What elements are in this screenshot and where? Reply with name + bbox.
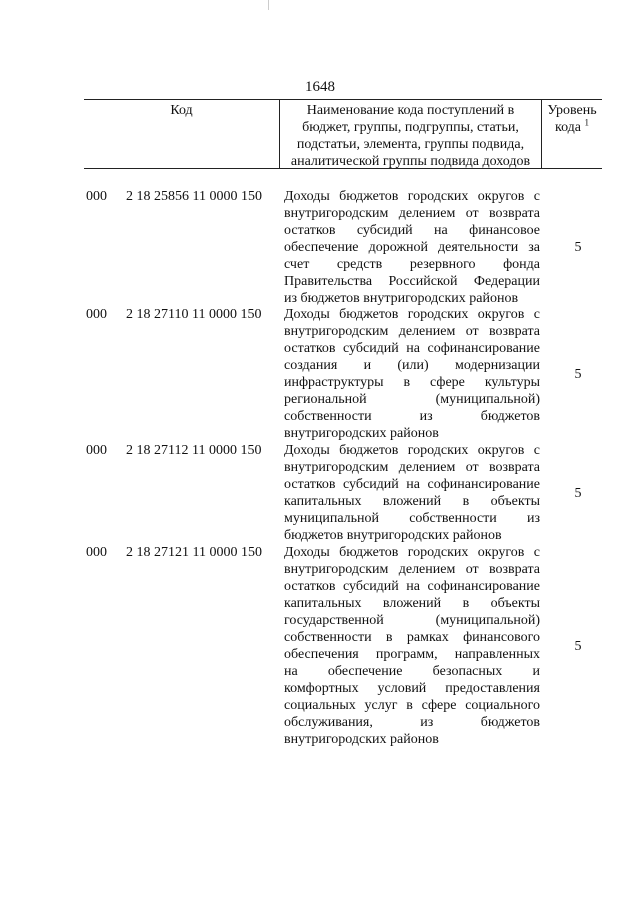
row-name-line: остатков субсидий на софинансирование [284, 579, 540, 594]
row-name-line: инфраструктуры в сфере культуры [284, 375, 540, 390]
row-name-line: на обеспечение безопасных и [284, 664, 540, 679]
row-name-line: создания и (или) модернизации [284, 358, 540, 373]
header-level-footnote: 1 [584, 117, 590, 128]
row-name-line: внутригородским делением от возврата [284, 206, 540, 221]
row-name-line: обеспечения программ, направленных [284, 647, 540, 662]
row-name-line: внутригородским делением от возврата [284, 460, 540, 475]
row-level: 5 [574, 367, 582, 382]
row-name-line: Доходы бюджетов городских округов с [284, 545, 540, 560]
row-name-line: собственности из бюджетов [284, 409, 540, 424]
row-name-line: социальных услуг в сфере социального [284, 698, 540, 713]
header-code-cell [84, 100, 280, 168]
row-name-line: остатков субсидий на софинансирование [284, 477, 540, 492]
row-name-line: внутригородских районов [284, 426, 439, 441]
scan-edge-mark [268, 0, 269, 10]
row-name-line: собственности в рамках финансового [284, 630, 540, 645]
table-row [0, 188, 640, 307]
row-level: 5 [574, 639, 582, 654]
row-level: 5 [574, 240, 582, 255]
row-name-line: государственной (муниципальной) [284, 613, 540, 628]
row-level: 5 [574, 486, 582, 501]
row-revenue-code: 2 18 25856 11 0000 150 [126, 189, 262, 204]
row-name-line: внутригородским делением от возврата [284, 324, 540, 339]
header-level-line2 [542, 119, 602, 136]
row-name-line: капитальных вложений в объекты [284, 494, 540, 509]
header-name-cell [280, 100, 542, 168]
row-name-line: остатков субсидий на финансовое [284, 223, 540, 238]
header-level-cell [542, 100, 602, 168]
row-name-line: счет средств резервного фонда [284, 257, 540, 272]
row-name-line: капитальных вложений в объекты [284, 596, 540, 611]
page-number: 1648 [305, 79, 335, 95]
row-admin-code: 000 [86, 307, 107, 322]
row-name-line: остатков субсидий на софинансирование [284, 341, 540, 356]
row-admin-code: 000 [86, 443, 107, 458]
row-admin-code: 000 [86, 189, 107, 204]
header-name-line: подстатьи, элемента, группы подвида, [296, 137, 525, 152]
table-header [84, 99, 602, 169]
table-row [0, 544, 640, 748]
header-code-label: Код [170, 103, 193, 118]
header-level-kod: кода [554, 120, 582, 135]
row-name-line: Правительства Российской Федерации [284, 274, 540, 289]
row-name-line: муниципальной собственности из [284, 511, 540, 526]
row-name-line: обеспечение дорожной деятельности за [284, 240, 540, 255]
row-name-line: обслуживания, из бюджетов [284, 715, 540, 730]
row-name-line: из бюджетов внутригородских районов [284, 291, 519, 306]
row-name [284, 442, 540, 544]
row-name-line: внутригородских районов [284, 732, 439, 747]
row-name-line: Доходы бюджетов городских округов с [284, 189, 540, 204]
row-revenue-code: 2 18 27121 11 0000 150 [126, 545, 262, 560]
row-name [284, 306, 540, 442]
header-name-line: аналитической группы подвида доходов [290, 154, 531, 169]
row-name-line: внутригородским делением от возврата [284, 562, 540, 577]
row-revenue-code: 2 18 27112 11 0000 150 [126, 443, 262, 458]
row-name-line: бюджетов внутригородских районов [284, 528, 502, 543]
row-name [284, 544, 540, 748]
row-name-line: Доходы бюджетов городских округов с [284, 307, 540, 322]
row-name-line: Доходы бюджетов городских округов с [284, 443, 540, 458]
row-name-line: региональной (муниципальной) [284, 392, 540, 407]
row-name-line: комфортных условий предоставления [284, 681, 540, 696]
row-admin-code: 000 [86, 545, 107, 560]
row-name [284, 188, 540, 307]
header-level-label: Уровень [547, 103, 597, 118]
row-revenue-code: 2 18 27110 11 0000 150 [126, 307, 262, 322]
header-name-line: Наименование кода поступлений в [306, 103, 515, 118]
header-name-line: бюджет, группы, подгруппы, статьи, [302, 120, 519, 135]
table-row [0, 306, 640, 442]
table-row [0, 442, 640, 544]
